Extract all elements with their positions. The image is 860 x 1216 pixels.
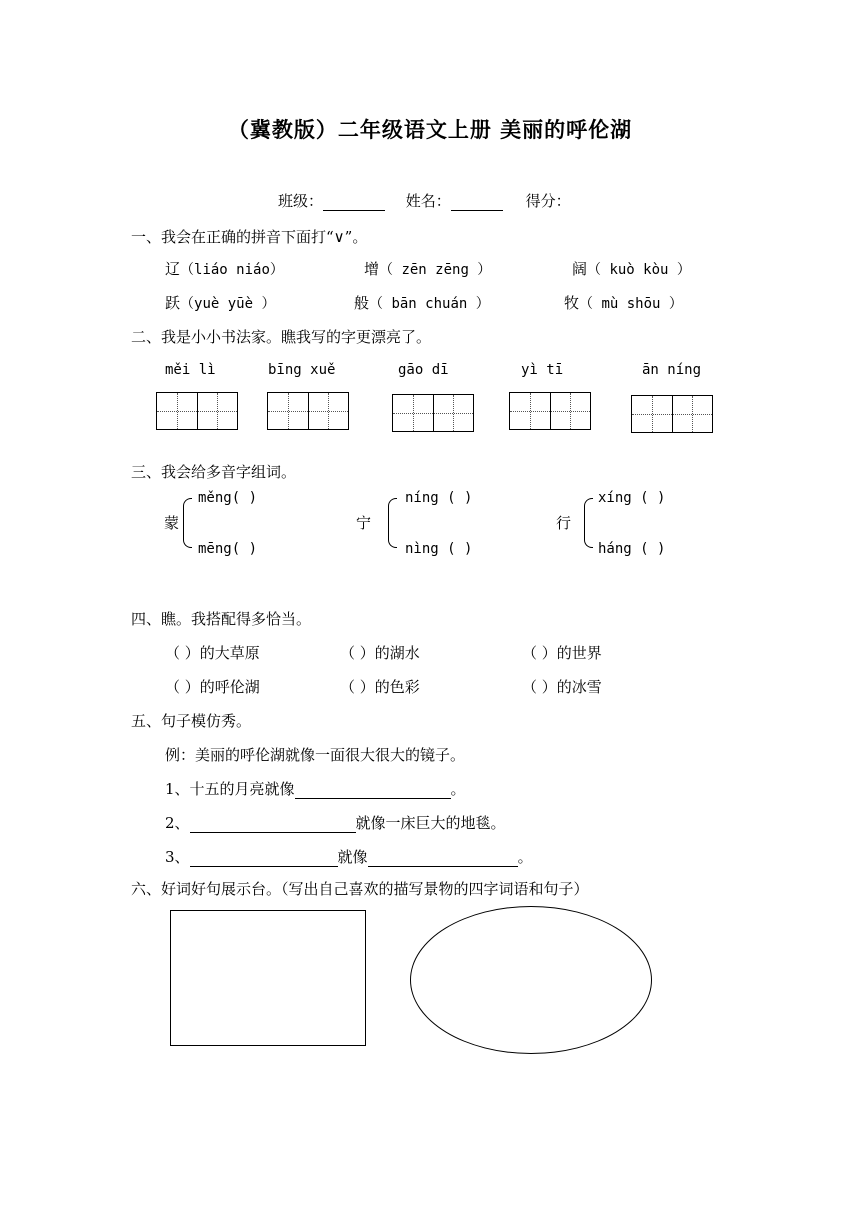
answer-blank[interactable] bbox=[295, 798, 451, 799]
score-label: 得分： bbox=[525, 192, 571, 210]
polyphone-reading: háng ( ) bbox=[598, 541, 666, 557]
polyphone-reading: měng( ) bbox=[198, 490, 258, 506]
pinyin-item: 增（ zēn zēng ） bbox=[364, 260, 492, 278]
polyphone-char: 行 bbox=[556, 514, 572, 532]
class-field[interactable] bbox=[323, 210, 385, 211]
pinyin-item: 般（ bān chuán ） bbox=[354, 294, 490, 312]
polyphone-reading: mēng( ) bbox=[198, 541, 258, 557]
answer-blank[interactable] bbox=[190, 866, 338, 867]
section-6-heading: 六、好词好句展示台。（写出自己喜欢的描写景物的四字词语和句子） bbox=[131, 880, 589, 898]
polyphone-reading: xíng ( ) bbox=[598, 490, 666, 506]
brace-icon bbox=[388, 498, 397, 548]
answer-blank[interactable] bbox=[190, 832, 356, 833]
grid-pinyin: měi lì bbox=[165, 362, 216, 378]
match-item: （ ）的呼伦湖 bbox=[165, 678, 260, 696]
student-info-row bbox=[278, 190, 571, 211]
section-5-heading: 五、句子模仿秀。 bbox=[131, 712, 252, 730]
pinyin-item: 牧（ mù shōu ） bbox=[564, 294, 683, 312]
sentence-line-3: 3、 就像 。 bbox=[165, 848, 533, 866]
sentence-line-1: 1、十五的月亮就像 。 bbox=[165, 780, 466, 798]
brace-icon bbox=[183, 498, 192, 548]
brace-icon bbox=[584, 498, 593, 548]
match-item: （ ）的大草原 bbox=[165, 644, 260, 662]
writing-grid[interactable] bbox=[631, 395, 713, 433]
section-1-heading: 一、我会在正确的拼音下面打“∨”。 bbox=[131, 228, 368, 246]
page-title: （冀教版）二年级语文上册 美丽的呼伦湖 bbox=[227, 118, 633, 142]
class-label: 班级： bbox=[278, 192, 324, 210]
match-item: （ ）的世界 bbox=[522, 644, 602, 662]
writing-grid[interactable] bbox=[267, 392, 349, 430]
match-item: （ ）的湖水 bbox=[340, 644, 420, 662]
name-label: 姓名： bbox=[405, 192, 451, 210]
section-3-heading: 三、我会给多音字组词。 bbox=[131, 463, 297, 481]
word-box[interactable] bbox=[170, 910, 366, 1046]
writing-grid[interactable] bbox=[156, 392, 238, 430]
pinyin-item: 阔（ kuò kòu ） bbox=[572, 260, 691, 278]
writing-grid[interactable] bbox=[392, 394, 474, 432]
polyphone-char: 蒙 bbox=[164, 514, 180, 532]
example-sentence: 例：美丽的呼伦湖就像一面很大很大的镜子。 bbox=[165, 746, 466, 764]
polyphone-reading: níng ( ) bbox=[405, 490, 473, 506]
section-2-heading: 二、我是小小书法家。瞧我写的字更漂亮了。 bbox=[131, 328, 432, 346]
polyphone-char: 宁 bbox=[356, 514, 372, 532]
match-item: （ ）的冰雪 bbox=[522, 678, 602, 696]
grid-pinyin: bīng xuě bbox=[268, 362, 336, 378]
polyphone-reading: nìng ( ) bbox=[405, 541, 473, 557]
match-item: （ ）的色彩 bbox=[340, 678, 420, 696]
name-field[interactable] bbox=[451, 210, 503, 211]
writing-grid[interactable] bbox=[509, 392, 591, 430]
grid-pinyin: gāo dī bbox=[398, 362, 449, 378]
grid-pinyin: yì tī bbox=[521, 362, 564, 378]
sentence-line-2: 2、 就像一床巨大的地毯。 bbox=[165, 814, 506, 832]
pinyin-item: 跃（yuè yūè ） bbox=[165, 294, 276, 312]
section-4-heading: 四、瞧。我搭配得多恰当。 bbox=[131, 610, 312, 628]
grid-pinyin: ān níng bbox=[642, 362, 702, 378]
pinyin-item: 辽（liáo niáo） bbox=[165, 260, 284, 278]
sentence-oval[interactable] bbox=[410, 906, 652, 1054]
answer-blank[interactable] bbox=[368, 866, 518, 867]
